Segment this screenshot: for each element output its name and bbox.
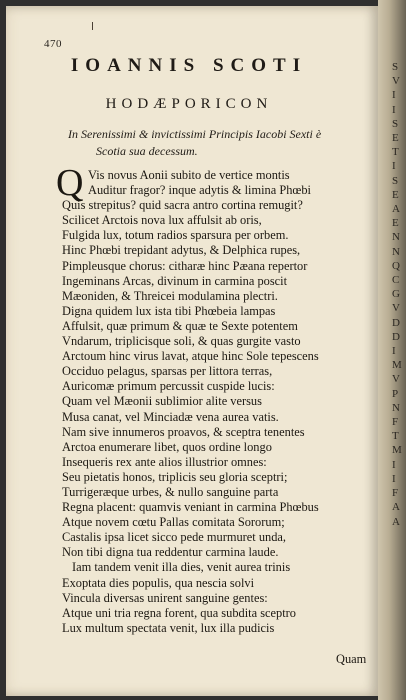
verse-line: Scilicet Arctois nova lux affulsit ab oris,	[62, 213, 262, 228]
verse-line: Iam tandem venit illa dies, venit aurea trinis	[72, 560, 291, 575]
verse-line: Non tibi digna tua reddentur carmina laude.	[62, 545, 279, 560]
verse-line: Quam vel Mæonii sublimior alite versus	[62, 394, 262, 409]
poem-body	[62, 168, 374, 636]
verse-line: Seu pietatis honos, triplicis seu gloria sceptri;	[62, 469, 288, 484]
facing-page-letters: S V I I S E T I S E A E N N Q C G V D D I M V P N F T M I I F A A	[392, 61, 402, 528]
verse-line: Arctoa enumerare libet, quos ordine longo	[62, 439, 272, 454]
page-number: 470	[44, 38, 62, 50]
verse-line: Digna quidem lux ista tibi Phœbeia lampas	[62, 303, 276, 318]
verse-line: Lux multum spectata venit, lux illa pudicis	[62, 620, 275, 635]
verse-line: Musa canat, vel Minciadæ vena aurea vatis.	[62, 409, 279, 424]
verse-line: Regna placent: quamvis veniant in carmina Phœbus	[62, 500, 319, 515]
verse-line: Fulgida lux, totum radios sparsura per orbem.	[62, 228, 289, 243]
verse-line: Castalis ipsa licet sicco pede murmuret unda,	[62, 530, 286, 545]
catchword: Quam	[336, 652, 367, 666]
author-heading: IOANNIS SCOTI	[70, 55, 308, 76]
verse-line: Arctoum hinc virus lavat, atque hinc Sole tepescens	[62, 349, 319, 364]
verse-line: Insequeris rex ante alios illustrior omnes:	[62, 454, 267, 469]
dedication-line: In Serenissimi & invictissimi Principis Iacobi Sexti è	[68, 127, 322, 141]
drop-cap: Q	[56, 162, 84, 204]
verse-line: Ingeminans Arcas, divinum in carmina poscit	[62, 273, 288, 288]
dedication	[68, 126, 368, 160]
verse-line: Hinc Phœbi trepidant adytus, & Delphica rupes,	[62, 243, 301, 258]
verse-line: Exoptata dies populis, qua nescia solvi	[62, 575, 255, 590]
dedication-line: Scotia sua decessum.	[96, 144, 198, 158]
verse-line: Mæoniden, & Threicei modulamina plectri.	[62, 288, 278, 303]
verse-line: Pimpleusque chorus: citharæ hinc Pæana repertor	[62, 258, 308, 273]
verse-line: Vndarum, triplicisque soli, & quas gurgite vasto	[62, 334, 301, 349]
verse-line: Atque uni tria regna forent, qua subdita sceptro	[62, 605, 296, 620]
verse-line: Atque novem cœtu Pallas comitata Sororum;	[62, 515, 285, 530]
verse-line: Turrigeræque urbes, & nullo sanguine parta	[62, 484, 279, 499]
verse-line: Quis strepitus? quid sacra antro cortina remugit?	[62, 198, 303, 213]
verse-line: Affulsit, quæ primum & quæ te Sexte potentem	[62, 318, 298, 333]
verse-line: Occiduo pelagus, sparsas per littora terras,	[62, 364, 273, 379]
verse-line: Auricomæ primum percussit cuspide lucis:	[62, 379, 275, 394]
verse-line: Vis novus Aonii subito de vertice montis	[88, 168, 290, 182]
verse-line: Nam sive innumeros proavos, & sceptra tenentes	[62, 424, 305, 439]
margin-mark	[92, 22, 93, 30]
verse-line: Auditur fragor? inque adytis & limina Phœbi	[88, 183, 311, 198]
poem-title: HODÆPORICON	[105, 96, 273, 112]
verse-line: Vincula diversas unirent sanguine gentes:	[62, 590, 268, 605]
